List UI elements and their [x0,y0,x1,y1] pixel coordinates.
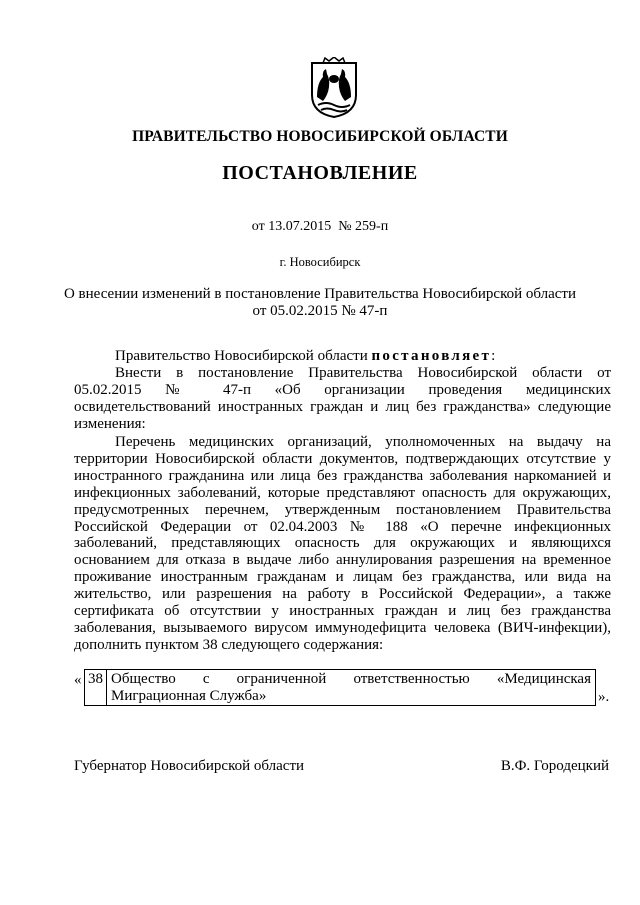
paragraph-2: Перечень медицинских организаций, уполномоченных на выдачу на территории Новосибирской области документов, подтверждающих отсутствие у иностранного гражданина или лица без гражданства заболевания наркоманией и инфекционных заболеваний, которые представляют опасность для окружающих, предусмотренных перечнем, утвержденным постановлением Правительства Российской Федерации от 02.04.2003 № 188 «О перечне инфекционных заболеваний, представляющих опасность для окружающих и являющихся основанием для отказа в выдаче либо аннулирования разрешения на временное проживание иностранным гражданам и лицам без гражданства, или вида на жительство, или разрешения на работу в Российской Федерации», а также сертификата об отсутствии у иностранных граждан и лиц без гражданства заболевания, вызываемого вирусом иммунодефицита человека (ВИЧ-инфекции), дополнить пунктом 38 следующего содержания: [74,434,611,653]
date-number-line: от 13.07.2015 № 259-п [251,219,389,234]
subject-line-1: О внесении изменений в постановление Правительства Новосибирской области [63,286,577,302]
signatory-name: В.Ф. Городецкий [500,758,609,774]
table-row [85,670,596,706]
addition-table [84,669,596,706]
document-subject [0,286,640,320]
document-type-title: ПОСТАНОВЛЕНИЕ [222,162,418,184]
opening-quote: « [74,672,82,688]
item-number: 38 [85,670,107,706]
preamble-line [74,348,611,365]
item-text: Общество с ограниченной ответственностью «Медицинская Миграционная Служба» [107,670,596,706]
paragraph-2-block [74,434,611,654]
paragraph-1: Внести в постановление Правительства Новосибирской области от 05.02.2015 № 47-п «Об организации проведения медицинских освидетельствований иностранных граждан и лиц без гражданства» следующие изменения: [74,364,611,432]
preamble-start: Правительство Новосибирской области [115,348,372,364]
preamble-end: : [491,348,496,364]
coat-of-arms-icon [309,57,359,119]
preamble-decree-word: постановляет [371,348,492,364]
organization-title: ПРАВИТЕЛЬСТВО НОВОСИБИРСКОЙ ОБЛАСТИ [132,128,508,145]
preamble-block [74,348,611,433]
closing-quote: ». [598,689,610,705]
city-line: г. Новосибирск [279,255,361,269]
signatory-title: Губернатор Новосибирской области [74,758,305,774]
subject-line-2: от 05.02.2015 № 47-п [252,303,388,319]
